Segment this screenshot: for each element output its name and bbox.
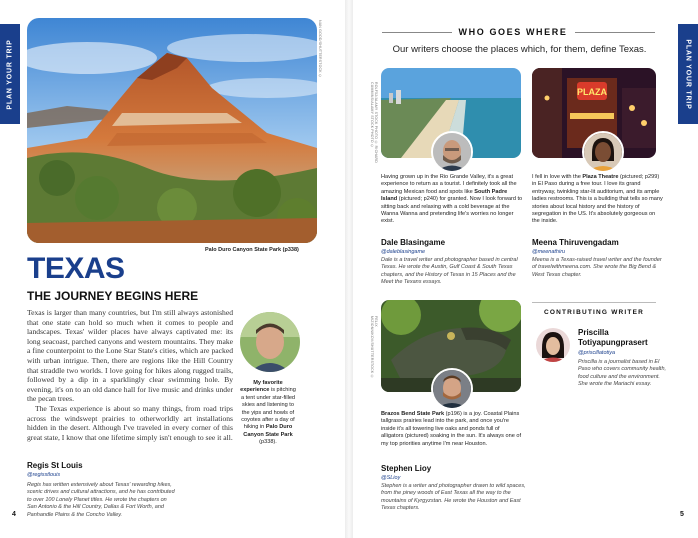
writer-block-stephen xyxy=(381,464,526,513)
priscilla-handle[interactable]: @priscillatotiya xyxy=(578,350,616,356)
stephen-handle[interactable]: @SLioy xyxy=(381,475,401,481)
writer-block-priscilla xyxy=(578,328,668,389)
hero-caption: Palo Duro Canyon State Park (p338) xyxy=(205,247,299,253)
section-heading: WHO GOES WHERE xyxy=(458,27,568,37)
stephen-name: Stephen Lioy xyxy=(381,464,432,473)
plan-your-trip-tab-left xyxy=(0,24,20,124)
meena-text-b: (pictured; p299) in El Paso during a free tour. I love its grand entryway, twinkling star-lit auditorium, and its ample ladies restrooms. This is a building that tells so many stories about local history and the history of segregation in the US. It's absolutely gorgeous on the inside. xyxy=(532,174,663,225)
left-side-tab xyxy=(0,0,20,538)
heading-rule-left xyxy=(382,32,452,33)
dale-text-a: Having grown up in the Rio Grande Valley, it's a great experience to return as a tourist. I definitely took all the amazing Mexican food and spots like xyxy=(381,174,517,195)
heading-rule-right xyxy=(575,32,655,33)
favorite-place: Palo Duro Canyon State Park xyxy=(243,424,293,438)
plaza-sign-text: PLAZA xyxy=(577,87,607,97)
meena-story xyxy=(532,174,664,226)
contributing-heading: CONTRIBUTING WRITER xyxy=(543,309,645,316)
meena-handle[interactable]: @meenathiru xyxy=(532,249,566,255)
side-tab-label: PLAN YOUR TRIP xyxy=(6,38,14,110)
stephen-portrait xyxy=(431,368,473,410)
stephen-text-b: (p196) is a joy. Coastal Plains tallgrass prairies lead into the park, and once you're inside it's all towering live oaks and ponds full of alligators (pictured) soaking in the sun. It's always one of my top priorities anytime I'm near Houston. xyxy=(381,411,522,447)
page-subtitle: THE JOURNEY BEGINS HERE xyxy=(27,289,199,303)
meena-portrait xyxy=(582,131,624,173)
dale-handle[interactable]: @daleblasingame xyxy=(381,249,426,255)
writer-handle[interactable]: @regisstlouis xyxy=(27,472,61,478)
intro-paragraph-2: The Texas experience is about so many things, from road trips across the windswept prairies to otherworldly art installations hidden in the desert. Although I've traveled in every corner of this great state, I know that one lifetime simply isn't enough to see it all. xyxy=(27,403,233,442)
side-tab-label: PLAN YOUR TRIP xyxy=(684,38,692,110)
priscilla-portrait xyxy=(536,328,570,362)
writer-block-dale xyxy=(381,238,526,287)
dale-story xyxy=(381,174,523,226)
favorite-text-a: is pitching a tent under star-filled skies and listening to the yips and howls of coyotes after a day of hiking in xyxy=(240,387,296,431)
dale-bio: Dale is a travel writer and photographer based in central Texas. He wrote the Austin, Gulf Coast & South Texas chapters, and the History of Texas in 15 Places and the Meet the Texans essays. xyxy=(381,257,518,286)
page-number-right: 5 xyxy=(680,511,684,518)
meena-bio: Meena is a Texas-raised travel writer and the founder of travelwithmeena.com. She wrote the Big Bend & West Texas chapter. xyxy=(532,257,662,278)
hero-photo-credit: NAN GOOD/SHUTTERSTOCK © xyxy=(318,20,322,79)
plan-your-trip-tab-right xyxy=(678,24,698,124)
priscilla-bio: Priscilla is a journalist based in El Paso who covers community health, food culture and the environment. She wrote the Mariachi essay. xyxy=(578,359,667,388)
meena-place: Plaza Theatre xyxy=(582,174,619,180)
dale-photo-credit: ROLF52/ALAMY STOCK PHOTO © RICHARD CUMMINS/ALAMY STOCK PHOTO © xyxy=(370,82,378,164)
book-gutter xyxy=(345,0,353,538)
favorite-experience xyxy=(238,380,298,447)
section-intro: Our writers choose the places which, for them, define Texas. xyxy=(392,44,647,55)
right-side-tab xyxy=(678,0,698,538)
writer-name: Regis St Louis xyxy=(27,461,83,470)
writer-bio: Regis has written extensively about Texas' rewarding hikes, scenic drives and cultural attractions, and he has contributed to over 100 Lonely Planet titles. He wrote the chapters on San Antonio & the Hill Country, Dallas & Fort Worth, and Panhandle Plains & the Concho Valley. xyxy=(27,482,175,518)
intro-article xyxy=(27,308,233,442)
favorite-lead: My favorite experience xyxy=(240,380,283,394)
contributing-rule-top xyxy=(532,302,656,303)
dale-name: Dale Blasingame xyxy=(381,238,446,247)
stephen-bio: Stephen is a writer and photographer drawn to wild spaces, from the piney woods of East Texas all the way to the mountains of Kyrgyzstan. He wrote the Houston and East Texas chapters. xyxy=(381,483,526,512)
stephen-photo-credit: FELIX MIZIONNIKOV/SHUTTERSTOCK © xyxy=(370,316,378,379)
meena-name: Meena Thiruvengadam xyxy=(532,238,619,247)
favorite-text-b: (p338). xyxy=(259,439,277,446)
stephen-place: Brazos Bend State Park xyxy=(381,411,445,417)
hero-photo-canyon xyxy=(27,18,317,243)
dale-place: South Padre Island xyxy=(381,188,508,203)
regis-portrait xyxy=(238,310,302,374)
page-title: TEXAS xyxy=(27,252,125,285)
priscilla-name: Priscilla Totiyapungprasert xyxy=(578,328,648,347)
writer-block-meena xyxy=(532,238,662,279)
intro-paragraph-1: Texas is larger than many countries, but I'm still always astonished that one state can hold so much when it comes to people and landscapes. Texas' wilder places have always captivated me: its long seacoast, parched canyons and western mountains. They make a fine counterpoint to the Lone Star State's cities, which are packed with urban intrigue. Then, there are regions like the Hill Country that straddle two worlds. I love going for hikes along rugged trails, followed by a dip in a sparklingly clear swimming hole. By evening, it's on to an old dance hall for live music and drinks under the pecan trees. xyxy=(27,308,233,404)
meena-text-a: I fell in love with the xyxy=(532,174,583,180)
dale-portrait xyxy=(431,131,473,173)
stephen-story xyxy=(381,411,523,448)
page-number-left: 4 xyxy=(12,511,16,518)
dale-text-b: (pictured; p240) for granted. Now I look forward to sitting back and relaxing with a cold beverage at the Wanna Wanna and pretending life's worries no longer exist. xyxy=(381,196,523,225)
writer-block-regis xyxy=(27,461,172,478)
